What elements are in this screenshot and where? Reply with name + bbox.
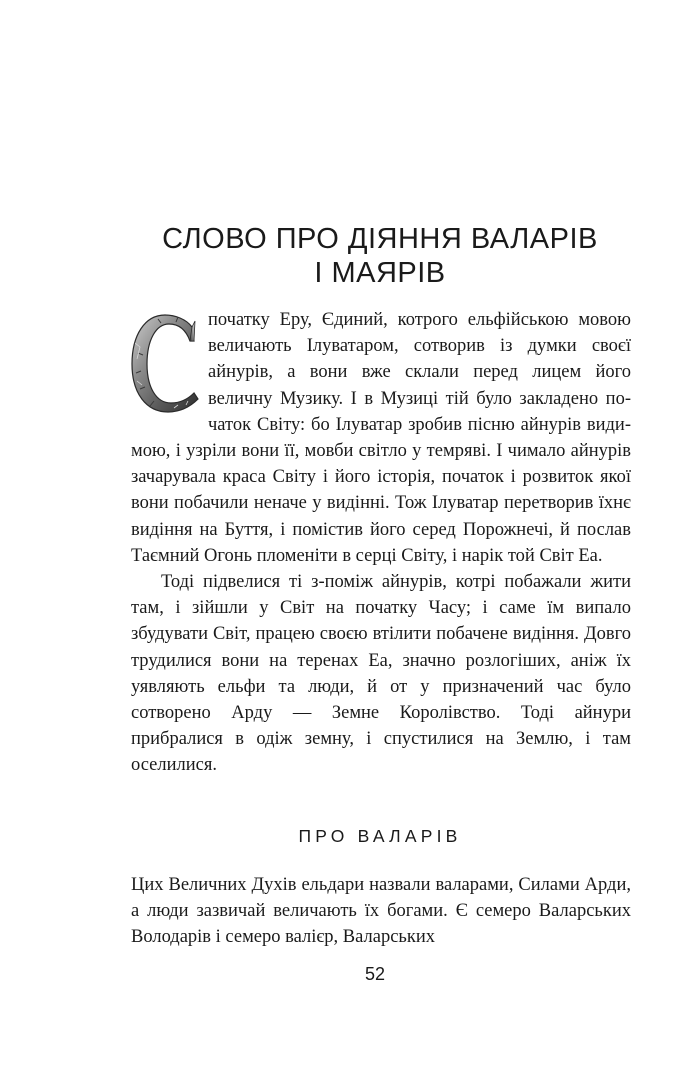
page-number: 52 (364, 964, 386, 984)
section-body (131, 872, 631, 951)
chapter-title-line-2: І МАЯРІВ (314, 257, 446, 289)
chapter-body (131, 307, 631, 779)
paragraph-1: початку Еру, Єдиний, котрого ельфійською мовою величають Ілуватаром, сотворив із думки своєї айнурів, а вони вже склали перед лицем його величну Музику. І в Музиці тій було закладено початок Світу: бо Ілуватар зробив пісню айнурів видимою, і узріли вони її, мовби світло у темряві. І чимало айнурів зачарувала краса Світу і його історія, початок і розвиток якої вони побачили неначе у видінні. Тож Ілуватар перетворив їхнє видіння на Буття, і помістив його серед Порожнечі, й послав Таємний Огонь пломеніти в серці Світу, і нарік той Світ Еа. (131, 310, 631, 566)
drop-cap-letter (128, 313, 202, 415)
drop-cap (128, 313, 202, 415)
section-paragraph: Цих Величних Духів ельдари назвали валарами, Силами Арди, а люди зазвичай величають їх богами. Є семеро Валарських Володарів і семеро валієр, Валарських (131, 875, 631, 948)
chapter-title-line-1: СЛОВО ПРО ДІЯННЯ ВАЛАРІВ (162, 223, 598, 255)
section-heading: ПРО ВАЛАРІВ (298, 826, 462, 846)
paragraph-2: Тоді підвелися ті з-поміж айнурів, котрі побажали жити там, і зійшли у Світ на початку Часу; і саме їм випало збудувати Світ, працею своєю втілити побачене видіння. Довго трудилися вони на теренах Еа, значно розлогіших, аніж їх уявляють ельфи та люди, й от у призначений час було сотворено Арду — Земне Королівство. Тоді айнури прибралися в одіж земну, і спустилися на Землю, і там оселилися. (131, 572, 631, 776)
chapter-title (130, 222, 630, 290)
